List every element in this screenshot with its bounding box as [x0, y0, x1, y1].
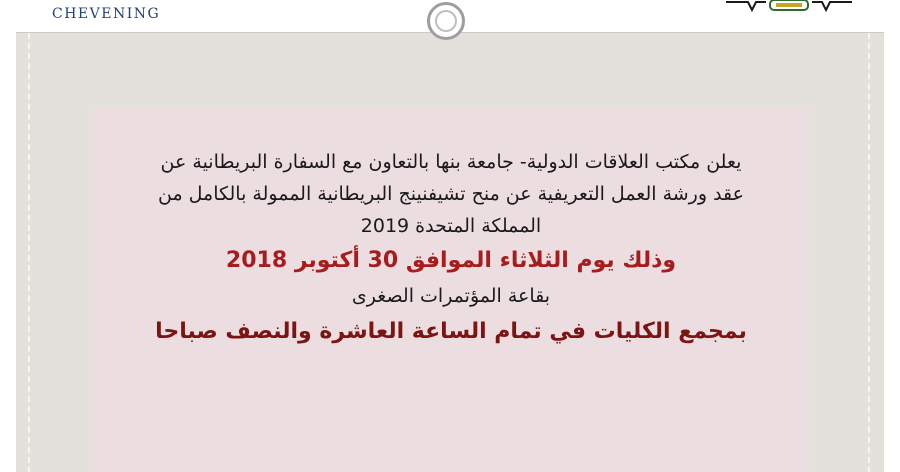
left-stitch-border — [28, 33, 32, 472]
university-logo-icon — [726, 0, 852, 14]
right-stitch-border — [868, 33, 872, 472]
announcement-line-1: يعلن مكتب العلاقات الدولية- جامعة بنها بالتعاون مع السفارة البريطانية عن — [160, 151, 742, 173]
announcement-text — [93, 146, 809, 352]
announcement-card — [93, 108, 809, 472]
announcement-line-2: عقد ورشة العمل التعريفية عن منح تشيفنينج البريطانية الممولة بالكامل من — [157, 183, 744, 205]
event-date-line: وذلك يوم الثلاثاء الموافق 30 أكتوبر 2018 — [225, 248, 677, 273]
binder-ring-icon — [427, 2, 465, 40]
chevening-logo-text: CHEVENING — [52, 6, 161, 22]
event-time-line: بمجمع الكليات في تمام الساعة العاشرة والنصف صباحا — [155, 319, 747, 344]
announcement-line-3: المملكة المتحدة 2019 — [360, 215, 542, 237]
event-venue-line: بقاعة المؤتمرات الصغرى — [351, 285, 551, 307]
